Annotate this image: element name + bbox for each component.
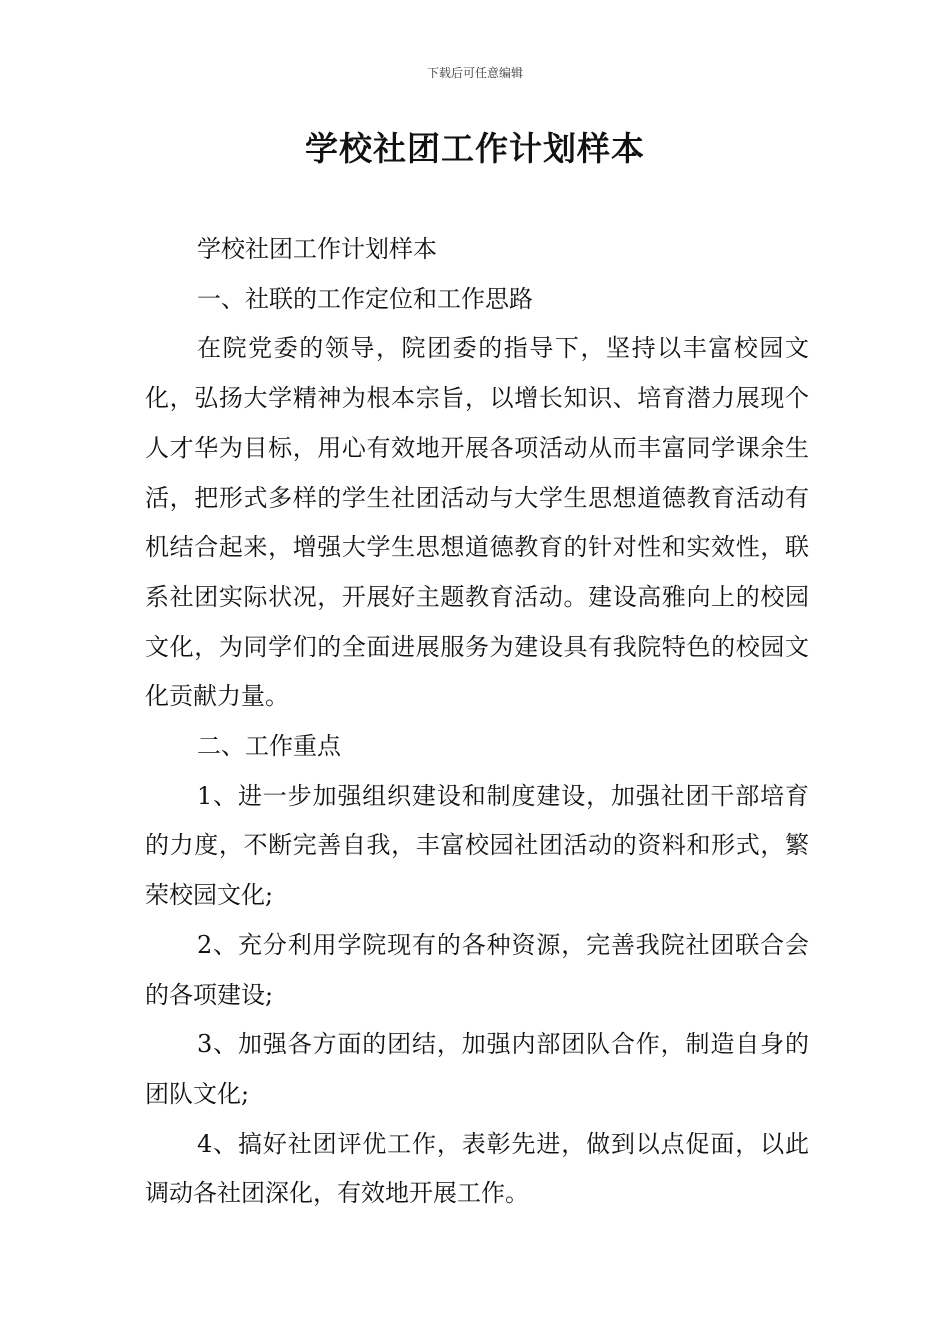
document-body	[145, 225, 809, 1219]
list-item-2: 2、充分利用学院现有的各种资源，完善我院社团联合会的各项建设;	[145, 930, 809, 1009]
page-header-note: 下载后可任意编辑	[426, 66, 523, 80]
document-title: 学校社团工作计划样本	[305, 129, 645, 168]
list-item-4: 4、搞好社团评优工作，表彰先进，做到以点促面，以此调动各社团深化，有效地开展工作。	[145, 1129, 809, 1208]
section-heading-1: 一、社联的工作定位和工作思路	[197, 284, 533, 313]
list-item-3: 3、加强各方面的团结，加强内部团队合作，制造自身的团队文化;	[145, 1030, 809, 1108]
list-item-1: 1、进一步加强组织建设和制度建设，加强社团干部培育的力度，不断完善自我，丰富校园社团活动的资料和形式，繁荣校园文化;	[145, 781, 809, 910]
paragraph-subtitle: 学校社团工作计划样本	[197, 235, 437, 263]
paragraph-positioning: 在院党委的领导，院团委的指导下，坚持以丰富校园文化，弘扬大学精神为根本宗旨，以增长知识、培育潜力展现个人才华为目标，用心有效地开展各项活动从而丰富同学课余生活，把形式多样的学生社团活动与大学生思想道德教育活动有机结合起来，增强大学生思想道德教育的针对性和实效性，联系社团实际状况，开展好主题教育活动。建设高雅向上的校园文化，为同学们的全面进展服务为建设具有我院特色的校园文化贡献力量。	[145, 334, 809, 711]
section-heading-2: 二、工作重点	[197, 732, 341, 761]
